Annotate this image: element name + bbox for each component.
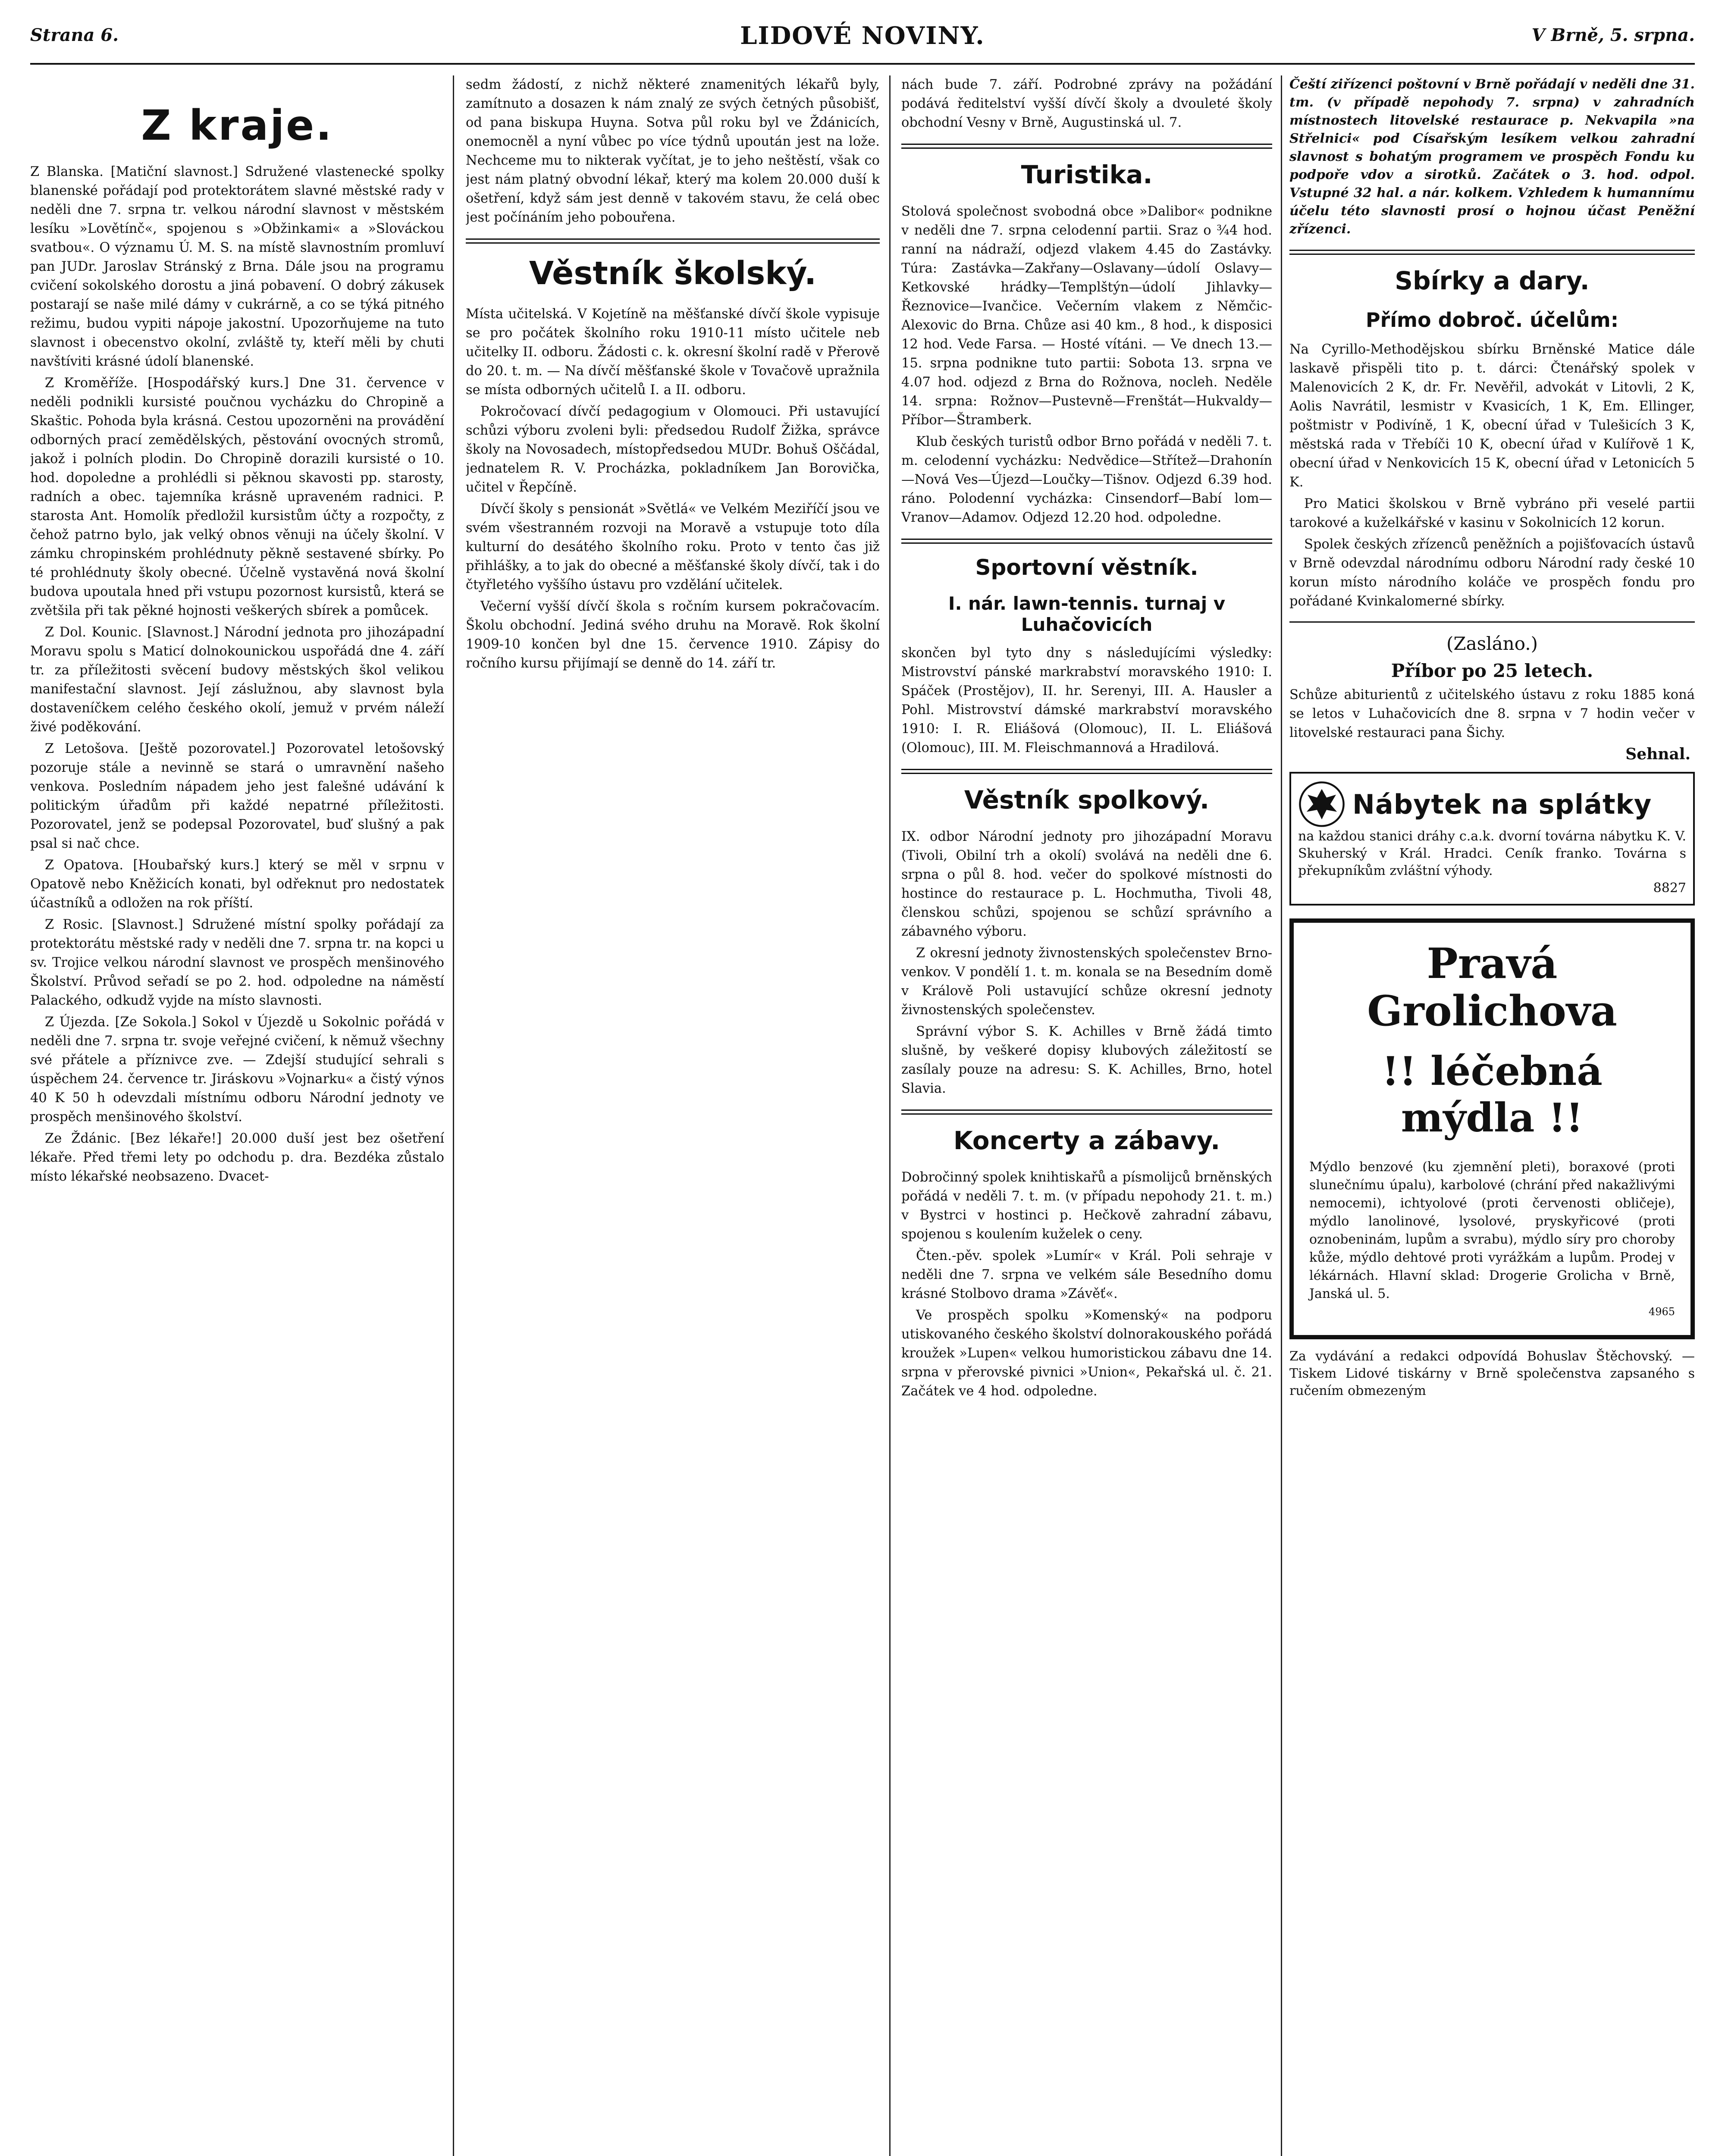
column-3 [901, 75, 1272, 2156]
sports-news [901, 644, 1272, 758]
article-paragraph: Spolek českých zřízenců peněžních a pojišťovacích ústavů v Brně odevzdal národnímu odboru Národní rady české 10 korun místo národního koláče ve prospěch fondu pro pořádané Kvinkalomerné sbírky. [1289, 537, 1695, 609]
section-title-sportovni-vestnik: Sportovní věstník. [975, 555, 1198, 580]
regional-news [30, 163, 444, 1186]
article-paragraph: Z Letošova. [Ještě pozorovatel.] Pozorovatel letošovský pozoruje stále a nevinně se stará o umravnění našeho venkova. Posledním nápadem jeho jest falešné udávání k politickým úřadům při každé nepatrné příležitosti. Pozorovatel, jenž se podepsal Pozorovatel, buď slušný a pak psal si nač chce. [30, 741, 444, 851]
section-divider [901, 144, 1272, 149]
column-1 [30, 75, 444, 2156]
column-4 [1289, 75, 1695, 2156]
section-divider [901, 539, 1272, 544]
section-divider [901, 769, 1272, 774]
tourism-news [901, 202, 1272, 527]
furniture-ad-title: Nábytek na splátky [1352, 788, 1652, 820]
publisher-imprint: Za vydávání a redakci odpovídá Bohuslav Štěchovský. — Tiskem Lidové tiskárny v Brně společenstva zapsaného s ručením obmezeným [1289, 1349, 1695, 1398]
article-paragraph: Pro Matici školskou v Brně vybráno při veselé partii tarokové a kuželkářské v kasinu v Sokolnicích 12 korun. [1289, 496, 1695, 530]
article-paragraph: Z Kroměříže. [Hospodářský kurs.] Dne 31. července v neděli podnikli kursisté poučnou vycházku do Chropině a Skaštic. Pohoda byla krásná. Cestou upozorněni na provádění odborných prací zemědělských, pěstování ovocných stromů, jakož i polních plodin. Do Chropině dorazili kursisté o 10. hod. dopoledne a prohlédli si pěknou skavosti pp. starosty, radních a obec. tajemníka krásně upraveném radnici. P. starosta Ant. Homolík předložil kursistům účty a rozpočty, z čehož patrno bylo, jak velký obnos věnuji na účely školní. V zámku chropinském prohlédnuty pěkně sestavené sbírky. Po té prohlédnuty školy obecné. Účelně vystavěná nová školní budova upoutala hned při vstupu pozornost kursistů, která se zvětšila při tak pěkné hojnosti veškerých sbírek a pomůcek. [30, 376, 444, 618]
article-paragraph: skončen byl tyto dny s následujícími výsledky: Mistrovství pánské markrabství moravského 1910: I. Spáček (Prostějov), II. hr. Serenyi, III. A. Hausler a Pohl. Mistrovství dámské markrabství moravského 1910: I. R. Eliášová (Olomouc), II. L. Eliášová (Olomouc), III. M. Fleischmannová a Hradilová. [901, 646, 1272, 755]
school-news [466, 305, 880, 673]
zaslano-signature: Sehnal. [1625, 745, 1690, 763]
article-paragraph: IX. odbor Národní jednoty pro jihozápadní Moravu (Tivoli, Obilní trh a okolí) svolává na neděli dne 6. srpna o půl 8. hod. večer do spolkové místnosti do hostince do restaurace p. L. Hochmutha, Tivoli 48, členskou schůzi, spojenou se schůzí správního a zábavného výboru. [901, 829, 1272, 939]
section-title-turistika: Turistika. [1021, 160, 1153, 189]
furniture-ad-head [1298, 780, 1686, 828]
article-paragraph: Na Cyrillo-Methodějskou sbírku Brněnské Matice dále laskavě přispěli tito p. t. dárci: Čtenářský spolek v Malenovicích 2 K, dr. Fr. Nevěřil, advokát v Litovli, 2 K, Aolis Navrátil, lesmistr v Kvasicích, 1 K, Em. Ellinger, poštmistr v Podivíně, 1 K, obecní úřad v Tulešicích 3 K, městská rada v Třebíči 10 K, obecní úřad v Kulířově 1 K, obecní úřad v Nenkovicích 15 K, obecní úřad v Letonicích 5 K. [1289, 342, 1695, 490]
article-paragraph: Dívčí školy s pensionát »Světlá« ve Velkém Meziříčí jsou ve svém všestranném rozvoji na Moravě a vstupuje toto díla kulturní do desátého školního roku. Proto v tento čas již přihlášky, a to jak do obecné a měšťanské školy dívčí, tak i do čtyřletého vyššího ústavu pro vzdělání učitelek. [466, 501, 880, 592]
soap-ad-subtitle: !! léčebná mýdla !! [1382, 1048, 1603, 1141]
article-paragraph: Z Blanska. [Matiční slavnost.] Sdružené vlastenecké spolky blanenské pořádají pod protektorátem slavné městské rady v neděli dne 7. srpna tr. velkou národní slavnost v městském lesíku »Lovětínč«, spojenou s »Obžinkami« a »Slováckou svatbou«. O významu Ú. M. S. na místě slavnostním promluví pan JUDr. Jaroslav Stránský z Brna. Dále jsou na programu cvičení sokolského dorostu a jiná pobavení. O dobrý zákusek postarají se naše milé dámy v cukrárně, a co se týká pitného režimu, budou vypiti nápoje jakostní. Upozorňujeme na tuto slavnost i obecenstvo okolní, zvláště ty, kteří měli by chuti navštíviti krásné údolí blanenské. [30, 164, 444, 369]
article-paragraph: Z Dol. Kounic. [Slavnost.] Národní jednota pro jihozápadní Moravu spolu s Maticí dolnokounickou uspořádá dne 4. září tr. za příležitosti svěcení budovy městských škol velikou manifestační slavnost. Její záslužnou, aby slavnost byla dostaveníčkem celého českého okolí, jemuž v prvém náleží živé poděkování. [30, 625, 444, 735]
page-number: Strana 6. [30, 25, 119, 45]
section-divider [901, 1109, 1272, 1115]
zaslano-text [1289, 686, 1695, 743]
concerts-news [901, 1168, 1272, 1401]
column-2 [466, 75, 880, 2156]
collections-subtitle: Přímo dobroč. účelům: [1365, 308, 1619, 332]
zaslano-headline: Příbor po 25 letech. [1391, 660, 1593, 681]
column-rule [453, 75, 454, 2156]
section-divider [1289, 621, 1695, 623]
collections-news [1289, 340, 1695, 611]
article-paragraph: Z Rosic. [Slavnost.] Sdružené místní spolky pořádají za protektorátu městské rady v neděli dne 7. srpna tr. na kopci u sv. Trojice velkou národní slavnost ve prospěch menšinového Školství. Průvod seřadí se po 2. hod. odpoledne na náměstí Palackého, odkudž vyjde na místo slavnosti. [30, 917, 444, 1008]
eagle-emblem-icon [1298, 780, 1346, 828]
soap-ad-text: Mýdlo benzové (ku zjemnění pleti), boraxové (proti slunečnímu úpalu), karbolové (chrání před nakažlivými nemocemi), ichtyolové (proti červenosti obličeje), mýdlo lanolinové, lysolové, pryskyřicové (proti oznobeninám, lupům a svrabu), mýdlo síry pro choroby kůže, mýdlo dehtové proti vyrážkám a lupům. Prodej v lékárnách. Hlavní sklad: Drogerie Grolicha v Brně, Janská ul. 5. [1309, 1159, 1675, 1301]
article-paragraph: Klub českých turistů odbor Brno pořádá v neděli 7. t. m. celodenní vycházku: Nedvědice—Střítež—Drahonín—Nová Ves—Újezd—Loučky—Tišnov. Odjezd 6.39 hod. ráno. Polodenní vycházka: Cinsendorf—Babí lom—Vranov—Adamov. Odjezd 12.20 hod. odpoledne. [901, 434, 1272, 525]
continuation-article [901, 75, 1272, 132]
section-title-z-kraje: Z kraje. [141, 101, 333, 150]
column-rule [889, 75, 891, 2156]
soap-ad-number: 4965 [1648, 1306, 1675, 1318]
clubs-news [901, 827, 1272, 1098]
article-paragraph: Z Újezda. [Ze Sokola.] Sokol v Újezdě u Sokolnic pořádá v neděli dne 7. srpna tr. svoje veřejné cvičení, k němuž všechny své přátele a příznivce zve. — Zdejší studující sehrali s úspěchem 24. července tr. Jiráskovu »Vojnarku« a čistý výnos 40 K 50 h odevzdali místnímu odboru Národní jednoty ve prospěch menšinového školství. [30, 1015, 444, 1125]
soap-ad-title: Pravá Grolichova [1367, 939, 1617, 1035]
article-paragraph: Stolová společnost svobodná obce »Dalibor« podnikne v neděli dne 7. srpna celodenní partii. Sraz o ¾4 hod. ranní na nádraží, odjezd vlakem 4.45 do Zastávky. Túra: Zastávka—Zakřany—Oslavany—údolí Oslavy—Ketkovské hrádky—Templštýn—údolí Jihlavky—Řeznovice—Ivančice. Večerním vlakem z Němčic-Alexovic do Brna. Chůze asi 40 km., 8 hod., k disposici 12 hod. Vede Farsa. — Hosté vítáni. — Ve dnech 13.—15. srpna podnikne tuto partii: Sobota 13. srpna ve 4.07 hod. odjezd z Brna do Rožnova, nocleh. Neděle 14. srpna: Rožnov—Pustevně—Frenštát—Hukvaldy—Příbor—Štramberk. [901, 204, 1272, 428]
postal-celebration-notice: Čeští ziřízenci poštovní v Brně pořádají v neděli dne 31. tm. (v případě nepohody 7. srpna) v zahradních místnostech litovelské restaurace p. Nekvapila »na Střelnici« pod Císařským lesíkem velkou zahradní slavnost s bohatým programem ve prospěch Fondu ku podpoře vdov a sirotků. Začátek o 3. hod. odpol. Vstupné 32 hal. a nár. kolkem. Vzhledem k humannímu účelu této slavnosti prosí o hojnou účast Peněžní zřízenci. [1289, 77, 1695, 237]
article-paragraph: Z okresní jednoty živnostenských společenstev Brno-venkov. V pondělí 1. t. m. konala se na Besedním domě v Králově Poli ustavující schůze okresní jednoty živnostenských společenstev. [901, 946, 1272, 1018]
article-paragraph: Ve prospěch spolku »Komenský« na podporu utiskovaného českého školství dolnorakouského pořádá kroužek »Lupen« velkou humoristickou zábavu dne 14. srpna v přerovské pivnici »Union«, Pekařská ul. č. 21. Začátek ve 4 hod. odpoledne. [901, 1308, 1272, 1399]
grolich-soap-ad [1289, 918, 1695, 1339]
article-paragraph: Dobročinný spolek knihtiskařů a písmolijců brněnských pořádá v neděli 7. t. m. (v případu nepohody 21. t. m.) v Bystrci v hostinci p. Hečkově zahradní zábavu, spojenou s koulením kuželek o ceny. [901, 1170, 1272, 1242]
article-paragraph: Z Opatova. [Houbařský kurs.] který se měl v srpnu v Opatově nebo Kněžicích konati, byl odřeknut pro nedostatek účastníků a odložen na rok příští. [30, 858, 444, 911]
column-rule [1281, 75, 1282, 2156]
article-paragraph: Ze Ždánic. [Bez lékaře!] 20.000 duší jest bez ošetření lékaře. Před třemi lety po odchodu p. dra. Bezdéka zůstalo místo lékařské neobsazeno. Dvacet- [30, 1131, 444, 1184]
furniture-ad [1289, 772, 1695, 906]
furniture-ad-text: na každou stanici dráhy c.a.k. dvorní továrna nábytku K. V. Skuherský v Král. Hradci. Ceník franko. Továrna s překupníkům zvláštní výhody. [1298, 829, 1686, 878]
masthead [30, 13, 1695, 65]
section-divider [466, 238, 880, 244]
section-title-sbirky: Sbírky a dary. [1395, 266, 1590, 295]
continuation-article [466, 75, 880, 227]
section-divider [1289, 250, 1695, 255]
article-paragraph: Večerní vyšší dívčí škola s ročním kursem pokračovacím. Školu obchodní. Jediná svého druhu na Moravě. Rok školní 1909-10 končen byl dne 15. července 1910. Zápisy do ročního kursu přijímají se denně do 14. září tr. [466, 599, 880, 671]
zaslano-title: (Zasláno.) [1446, 633, 1538, 654]
issue-date: V Brně, 5. srpna. [1531, 25, 1695, 45]
article-paragraph: nách bude 7. září. Podrobné zprávy na požádání podává ředitelství vyšší dívčí školy a dvouleté školy obchodní Vesny v Brně, Augustinská ul. 7. [901, 77, 1272, 130]
section-title-vestnik-spolkovy: Věstník spolkový. [964, 785, 1210, 815]
article-paragraph: Místa učitelská. V Kojetíně na měšťanské dívčí škole vypisuje se pro počátek školního roku 1910-11 místo učitele neb učitelky II. odboru. Žádosti c. k. okresní školní radě v Přerově do 20. t. m. — Na dívčí měšťanské škole v Tovačově upražnila se místa odborných učitelů I. a II. odboru. [466, 307, 880, 398]
furniture-ad-number: 8827 [1653, 881, 1686, 896]
section-title-vestnik-skolsky: Věstník školský. [529, 255, 817, 292]
section-title-koncerty: Koncerty a zábavy. [953, 1126, 1220, 1155]
article-paragraph: Pokročovací dívčí pedagogium v Olomouci. Při ustavující schůzi výboru zvoleni byli: předsedou Rudolf Žižka, správce školy na Novosadech, místopředsedou MUDr. Bohuš Oščádal, jednatelem R. V. Procházka, pokladníkem Jan Borovička, učitel v Řepčíně. [466, 404, 880, 495]
article-paragraph: Čten.-pěv. spolek »Lumír« v Král. Poli sehraje v neděli dne 7. srpna ve velkém sále Besedního domu krásné Stolbovo drama »Závěť«. [901, 1248, 1272, 1301]
sports-subhead: I. nár. lawn-tennis. turnaj v Luhačovicích [948, 593, 1226, 635]
article-paragraph: sedm žádostí, z nichž některé znamenitých lékařů byly, zamítnuto a dosazen k nám znalý ze svých četných působišť, od pana biskupa Huyna. Sotva půl roku byl ve Ždánicích, onemocněl a nyní vůbec po více týdnů upoután jest na lože. Nechceme mu to nikterak vyčítat, je to jeho neštěstí, však co jest nám platný obvodní lékař, který ma kolem 20.000 duší k ošetření, když sám jest denně v takovém stavu, že celá obec jest počínáním jeho pobouřena. [466, 77, 880, 225]
article-paragraph: Schůze abiturientů z učitelského ústavu z roku 1885 koná se letos v Luhačovicích dne 8. srpna v 7 hodin večer v litovelské restauraci pana Šichy. [1289, 687, 1695, 740]
article-paragraph: Správní výbor S. K. Achilles v Brně žádá timto slušně, by veškeré dopisy klubových záležitostí se zasílaly pouze na adresu: S. K. Achilles, Brno, hotel Slavia. [901, 1024, 1272, 1096]
paper-title: LIDOVÉ NOVINY. [740, 22, 985, 50]
